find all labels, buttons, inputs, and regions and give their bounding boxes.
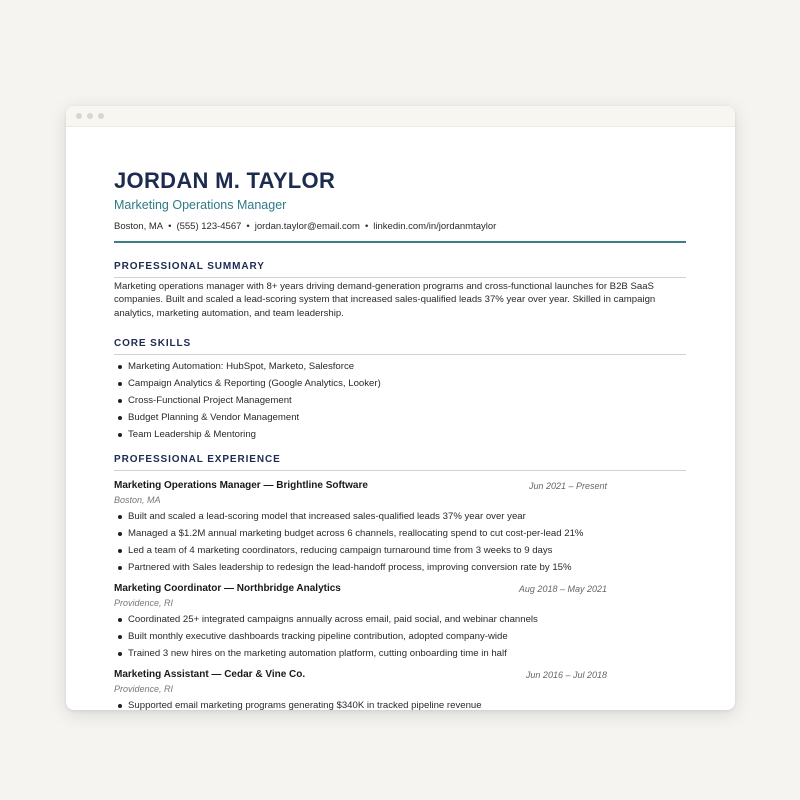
document-window (66, 106, 735, 710)
header-divider (114, 241, 686, 243)
job-bullets (114, 699, 482, 710)
contact-separator: • (168, 221, 172, 232)
skills-heading: CORE SKILLS (114, 338, 192, 349)
skill-item: Team Leadership & Mentoring (114, 428, 381, 445)
summary-heading: PROFESSIONAL SUMMARY (114, 261, 265, 272)
contact-phone: (555) 123-4567 (176, 221, 242, 232)
job-bullet: Trained 3 new hires on the marketing automation platform, cutting onboarding time in half (114, 647, 538, 664)
summary-text: Marketing operations manager with 8+ years driving demand-generation programs and cross-functional launches for B2B SaaS companies. Built and scaled a lead-scoring system that increased sales-qualified leads 37% year over year. Skilled in campaign analytics, marketing automation, and team leadership. (114, 281, 656, 319)
job-title: Marketing Assistant — Cedar & Vine Co. (114, 669, 306, 680)
job-dates: Jun 2016 – Jul 2018 (525, 670, 607, 680)
contact-separator: • (364, 221, 369, 232)
contact-email: jordan.taylor@email.com (254, 221, 360, 232)
job-dates: Aug 2018 – May 2021 (518, 584, 607, 594)
job-bullets (114, 510, 583, 578)
window-dot-icon (87, 113, 93, 119)
job-title: Marketing Operations Manager — Brightline Software (114, 480, 368, 491)
window-dot-icon (98, 113, 104, 119)
skills-list (114, 360, 381, 445)
skill-item: Cross-Functional Project Management (114, 394, 381, 411)
experience-heading: PROFESSIONAL EXPERIENCE (114, 454, 281, 465)
contact-location: Boston, MA (114, 221, 164, 232)
skill-item: Campaign Analytics & Reporting (Google Analytics, Looker) (114, 377, 381, 394)
job-title: Marketing Coordinator — Northbridge Analytics (114, 583, 341, 594)
skill-item: Marketing Automation: HubSpot, Marketo, Salesforce (114, 360, 381, 377)
resume-role: Marketing Operations Manager (114, 198, 287, 212)
skill-item: Budget Planning & Vendor Management (114, 411, 381, 428)
job-bullets (114, 613, 538, 664)
window-titlebar (66, 106, 735, 127)
job-bullet: Supported email marketing programs generating $340K in tracked pipeline revenue (114, 699, 482, 710)
job-bullet: Built and scaled a lead-scoring model that increased sales-qualified leads 37% year over year (114, 510, 583, 527)
contact-linkedin: linkedin.com/in/jordanmtaylor (373, 221, 497, 232)
job-location: Boston, MA (114, 495, 161, 505)
window-dot-icon (76, 113, 82, 119)
section-divider (114, 277, 686, 278)
section-divider (114, 470, 686, 471)
job-bullet: Managed a $1.2M annual marketing budget across 6 channels, reallocating spend to cut cost-per-lead 21% (114, 527, 583, 544)
resume-name: JORDAN M. TAYLOR (114, 168, 336, 193)
contact-separator: • (246, 221, 250, 232)
job-location: Providence, RI (114, 684, 174, 694)
job-bullet: Built monthly executive dashboards tracking pipeline contribution, adopted company-wide (114, 630, 538, 647)
job-dates: Jun 2021 – Present (528, 481, 607, 491)
job-bullet: Coordinated 25+ integrated campaigns annually across email, paid social, and webinar channels (114, 613, 538, 630)
job-bullet: Led a team of 4 marketing coordinators, reducing campaign turnaround time from 3 weeks to 9 days (114, 544, 583, 561)
job-location: Providence, RI (114, 598, 174, 608)
contact-line (114, 221, 496, 232)
job-bullet: Partnered with Sales leadership to redesign the lead-handoff process, improving conversion rate by 15% (114, 561, 583, 578)
section-divider (114, 354, 686, 355)
